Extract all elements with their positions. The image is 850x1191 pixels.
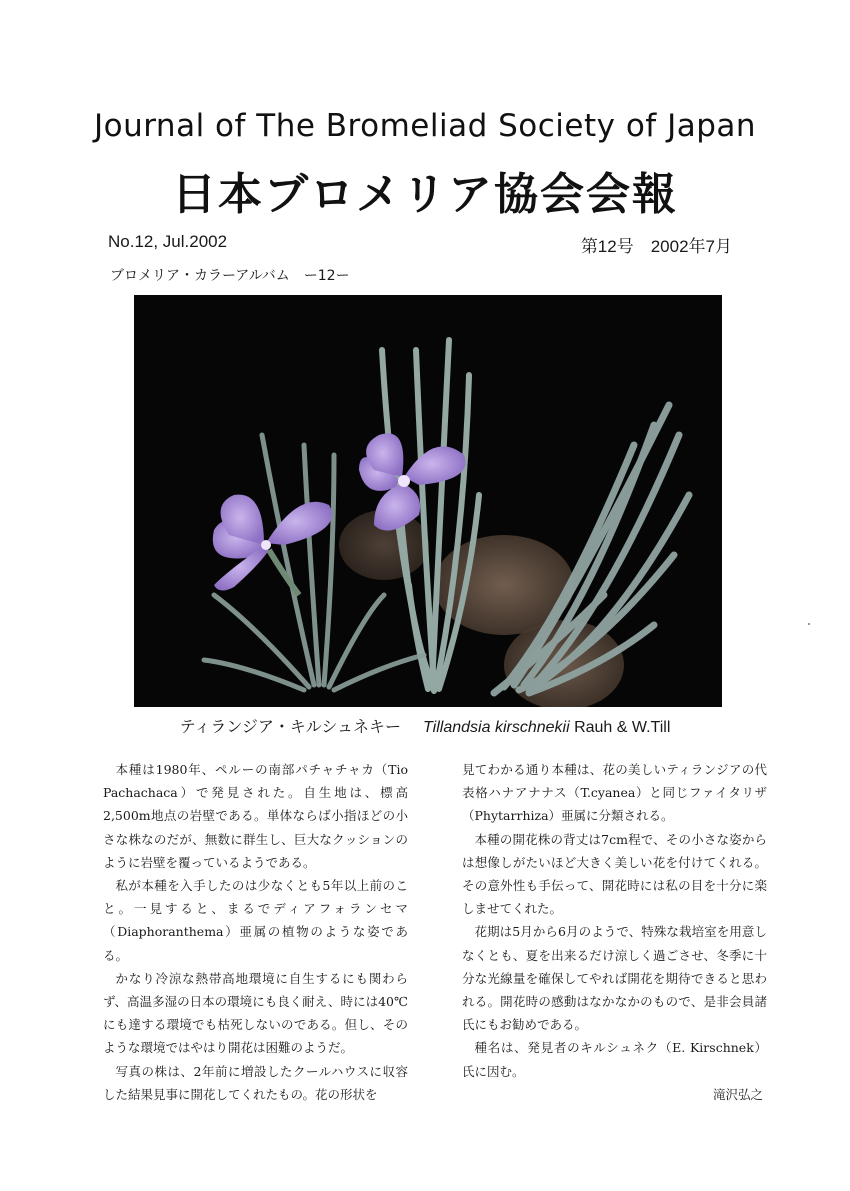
article-paragraph: かなり冷涼な熱帯高地環境に自生するにも関わらず、高温多湿の日本の環境にも良く耐え、時には40℃にも達する環境でも枯死しないのである。但し、そのような環境ではやはり開花は困難のようだ。 — [103, 970, 408, 1056]
article-paragraph: 花期は5月から6月のようで、特殊な栽培室を用意しなくとも、夏を出来るだけ涼しく過ごさせ、冬季に十分な光線量を確保してやれば開花を期待できると思われる。開花時の感動はなかなかのもので、是非会員諸氏にもお勧めである。 — [462, 924, 767, 1033]
article-paragraph-continued: 見てわかる通り本種は、花の美しいティランジアの代表格ハナアナナス（T.cyanea）と同じファイタリザ（Phytarrhiza）亜属に分類される。 — [462, 762, 767, 824]
issue-number-japanese: 第12号 2002年7月 — [580, 237, 732, 256]
signature-line — [462, 1083, 767, 1106]
issue-number-english: No.12, Jul.2002 — [108, 232, 228, 251]
article-column-right — [462, 758, 767, 1106]
caption-japanese-name: ティランジア・キルシュネキー — [179, 717, 402, 736]
caption-authors: Rauh & W.Till — [569, 719, 671, 736]
article-column-left — [103, 758, 408, 1106]
scan-speck — [808, 623, 810, 625]
journal-title-english: Journal of The Bromeliad Society of Japan — [93, 108, 757, 144]
article-paragraph: 本種は1980年、ペルーの南部パチャチャカ（Tio Pachachaca）で発見された。自生地は、標高2,500m地点の岩壁である。単体ならば小指ほどの小さな株なのだが、無数に群生し、巨大なクッションのように岩壁を覆っているようである。 — [103, 762, 408, 870]
article-paragraph: 私が本種を入手したのは少なくとも5年以上前のこと。一見すると、まるでディアフォランセマ（Diaphoranthema）亜属の植物のような姿である。 — [103, 878, 408, 963]
author-signature: 滝沢弘之 — [712, 1086, 763, 1102]
plant-photo — [134, 295, 722, 707]
photo-caption — [0, 714, 850, 737]
journal-title-japanese: 日本ブロメリア協会会報 — [172, 169, 678, 220]
tillandsia-illustration — [134, 295, 722, 707]
article-last-line: 種名は、発見者のキルシュネク（E. Kirschnek）氏に因む。 — [462, 1040, 767, 1079]
article-paragraph: 本種の開花株の背丈は7cm程で、その小さな姿からは想像しがたいほど大きく美しい花を付けてくれる。その意外性も手伝って、開花時には私の目を十分に楽しませてくれた。 — [462, 831, 767, 917]
article-paragraph-last — [462, 1036, 767, 1082]
caption-scientific-name: Tillandsia kirschnekii — [423, 719, 570, 736]
album-series-label: ブロメリア・カラーアルバム ー12ー — [110, 268, 350, 284]
article-paragraph: 写真の株は、2年前に増設したクールハウスに収容した結果見事に開花してくれたもの。花の形状を — [103, 1063, 408, 1102]
